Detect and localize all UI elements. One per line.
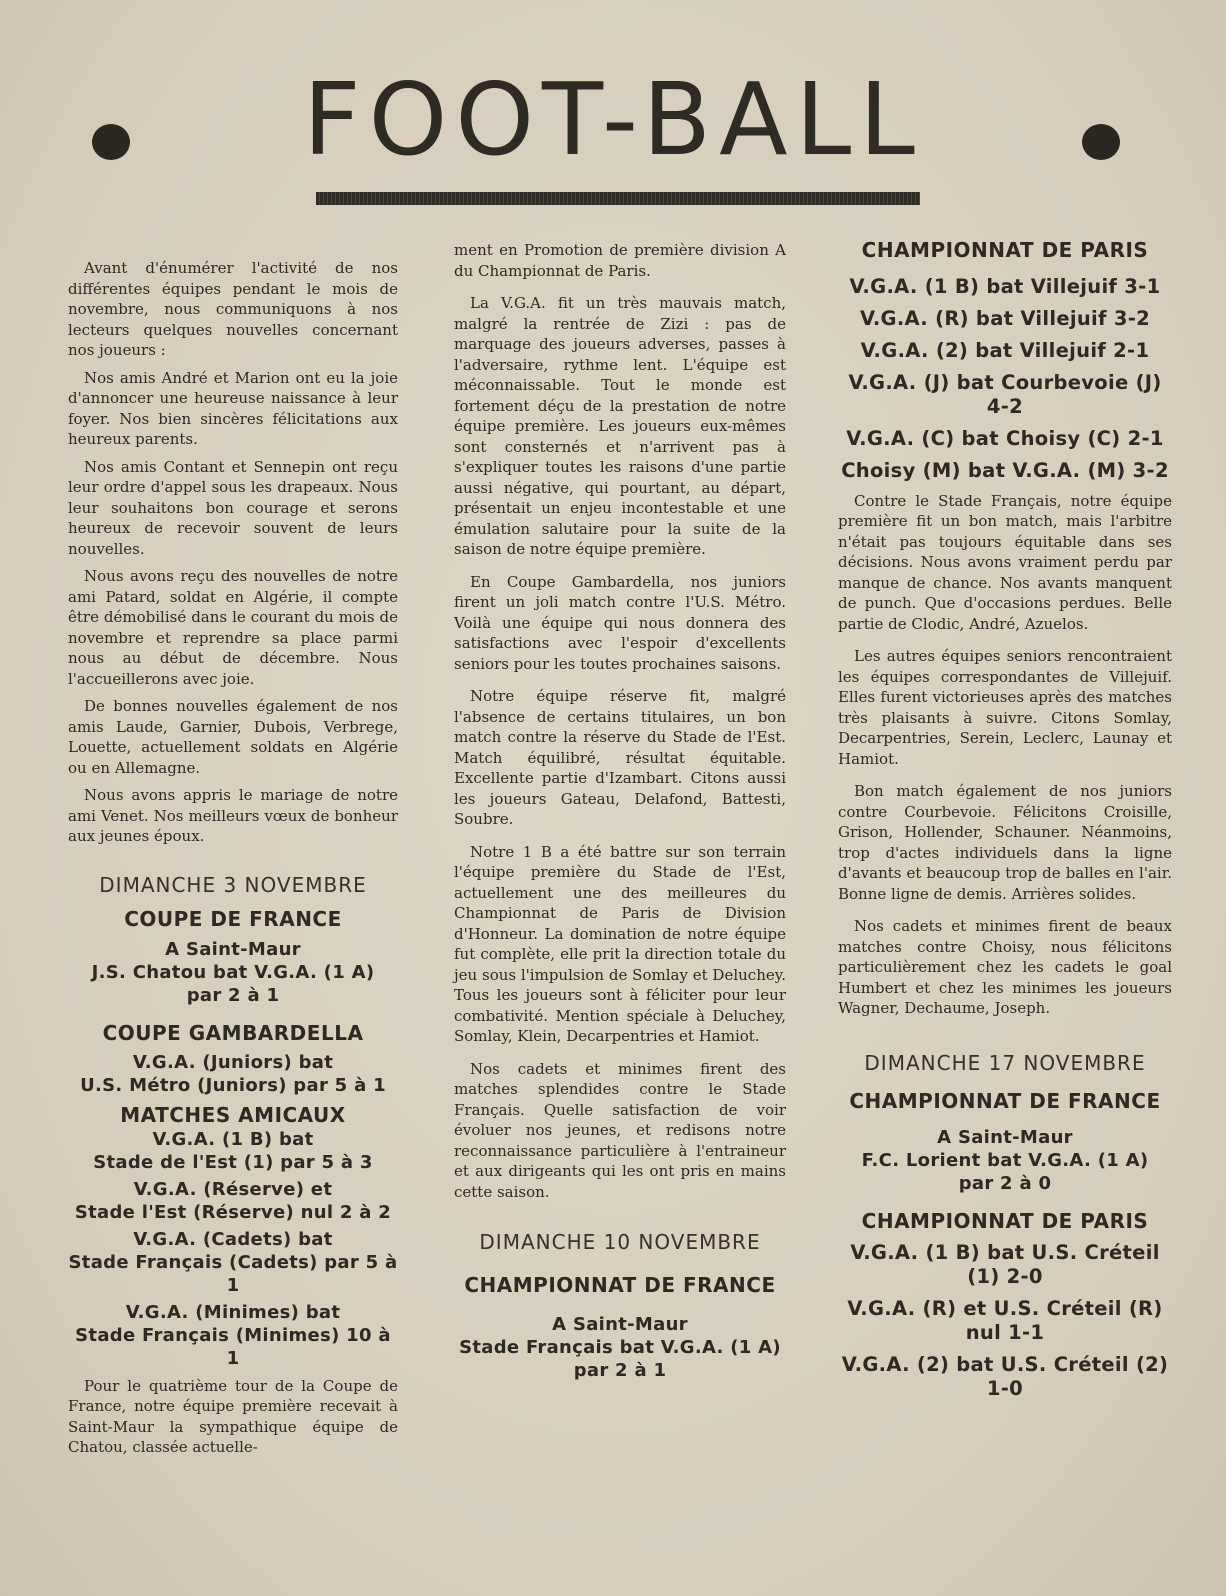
paragraph: Nos amis André et Marion ont eu la joie d'annoncer une heureuse naissance à leur foyer. Nos bien sincères félicitations aux heureux parents. bbox=[68, 368, 398, 448]
paragraph: De bonnes nouvelles également de nos amis Laude, Garnier, Dubois, Verbrege, Louette, actuellement soldats en Algérie ou en Allemagne. bbox=[68, 697, 398, 777]
paragraph: Nos amis Contant et Sennepin ont reçu leur ordre d'appel sous les drapeaux. Nous leur souhaitons bon courage et serons heureux de recevoir souvent de leurs nouvelles. bbox=[68, 457, 398, 558]
match-result: V.G.A. (R) et U.S. Créteil (R) nul 1-1 bbox=[847, 1297, 1163, 1344]
column-3 bbox=[838, 240, 1172, 1409]
match-score: par 2 à 1 bbox=[186, 984, 280, 1006]
match-result: Stade Français (Cadets) par 5 à 1 bbox=[68, 1251, 398, 1296]
section-title-10-novembre: DIMANCHE 10 NOVEMBRE bbox=[479, 1230, 761, 1254]
paragraph-continued: ment en Promotion de première division A du Championnat de Paris. bbox=[454, 241, 786, 280]
match-result: V.G.A. (1 B) bat U.S. Créteil (1) 2-0 bbox=[850, 1241, 1160, 1288]
match-score: par 2 à 0 bbox=[958, 1172, 1052, 1194]
paragraph: Nos cadets et minimes firent de beaux matches contre Choisy, nous félicitons particulièrement chez les cadets le goal Humbert et chez les minimes les joueurs Wagner, Dechaume, Joseph. bbox=[838, 917, 1172, 1017]
paragraph: Notre 1 B a été battre sur son terrain l'équipe première du Stade de l'Est, actuellement une des meilleures du Championnat de Paris de Division d'Honneur. La domination de notre équipe fut complète, elle prit la direction totale du jeu sous l'impulsion de Somlay et Deluchey. Tous les joueurs sont à féliciter pour leur combativité. Mention spéciale à Deluchey, Somlay, Klein, Decarpentries et Hamiot. bbox=[454, 842, 786, 1045]
match-result: V.G.A. (Cadets) bat bbox=[133, 1228, 333, 1250]
paragraph: Bon match également de nos juniors contre Courbevoie. Félicitons Croisille, Grison, Hollender, Schauner. Néanmoins, trop d'actes individuels dans la ligne d'avants et beaucoup trop de balles en l'air. Bonne ligne de demis. Arrières solides. bbox=[838, 782, 1172, 903]
competition-heading: CHAMPIONNAT DE FRANCE bbox=[849, 1089, 1161, 1113]
match-result: V.G.A. (C) bat Choisy (C) 2-1 bbox=[846, 426, 1164, 450]
paragraph: Contre le Stade Français, notre équipe première fit un bon match, mais l'arbitre n'était pas toujours équitable dans ses décisions. Nous avons vraiment perdu par manque de chance. Nos avants manquent de punch. Que d'occasions perdues. Belle partie de Clodic, André, Azuelos. bbox=[838, 491, 1172, 633]
match-result: V.G.A. (J) bat Courbevoie (J) 4-2 bbox=[848, 370, 1162, 418]
match-venue: A Saint-Maur bbox=[552, 1314, 688, 1335]
match-result: V.G.A. (Minimes) bat bbox=[125, 1301, 341, 1323]
paragraph: Pour le quatrième tour de la Coupe de France, notre équipe première recevait à Saint-Maur la sympathique équipe de Chatou, classée actuelle- bbox=[68, 1376, 398, 1456]
paragraph: La V.G.A. fit un très mauvais match, malgré la rentrée de Zizi : pas de marquage des joueurs adverses, passes à l'adversaire, rythme lent. L'équipe est méconnaissable. Tout le monde est fortement déçu de la prestation de notre équipe première. Les joueurs eux-mêmes sont consternés et n'arrivent pas à s'expliquer toutes les raisons d'une partie aussi négative, qui pourtant, au départ, présentait un enjeu incontestable et une émulation salutaire pour la suite de la saison de notre équipe première. bbox=[454, 294, 786, 558]
column-1 bbox=[68, 258, 398, 1465]
match-result: F.C. Lorient bat V.G.A. (1 A) bbox=[861, 1149, 1149, 1171]
match-result: Stade de l'Est (1) par 5 à 3 bbox=[93, 1151, 373, 1173]
match-result: J.S. Chatou bat V.G.A. (1 A) bbox=[91, 961, 375, 983]
match-result: Choisy (M) bat V.G.A. (M) 3-2 bbox=[841, 458, 1169, 482]
paragraph: Avant d'énumérer l'activité de nos différentes équipes pendant le mois de novembre, nous communiquons à nos lecteurs quelques nouvelles concernant nos joueurs : bbox=[68, 259, 398, 359]
page-title: FOOT-BALL bbox=[303, 61, 923, 178]
match-venue: A Saint-Maur bbox=[165, 938, 301, 960]
bullet-ornament-right bbox=[1082, 124, 1120, 160]
paragraph: Nous avons appris le mariage de notre ami Venet. Nos meilleurs vœux de bonheur aux jeunes époux. bbox=[68, 786, 398, 845]
match-result: V.G.A. (2) bat Villejuif 2-1 bbox=[860, 338, 1150, 362]
paragraph: Les autres équipes seniors rencontraient les équipes correspondantes de Villejuif. Elles furent victorieuses après des matches très plaisants à suivre. Citons Somlay, Decarpentries, Serein, Leclerc, Launay et Hamiot. bbox=[838, 647, 1172, 768]
paragraph: Nous avons reçu des nouvelles de notre ami Patard, soldat en Algérie, il compte être démobilisé dans le courant du mois de novembre et reprendre sa place parmi nous au début de décembre. Nous l'accueillerons avec joie. bbox=[68, 567, 398, 688]
competition-heading: CHAMPIONNAT DE PARIS bbox=[861, 1208, 1149, 1233]
competition-heading: COUPE DE FRANCE bbox=[124, 907, 342, 931]
competition-heading: CHAMPIONNAT DE FRANCE bbox=[464, 1272, 776, 1297]
match-result: Stade Français (Minimes) 10 à 1 bbox=[75, 1324, 391, 1369]
paragraph: Notre équipe réserve fit, malgré l'absence de certains titulaires, un bon match contre la réserve du Stade de l'Est. Match équilibré, résultat équitable. Excellente partie d'Izambart. Citons aussi les joueurs Gateau, Delafond, Battesti, Soubre. bbox=[454, 687, 786, 828]
match-result: V.G.A. (1 B) bat bbox=[152, 1128, 314, 1150]
competition-heading: CHAMPIONNAT DE PARIS bbox=[861, 238, 1149, 262]
match-result: Stade l'Est (Réserve) nul 2 à 2 bbox=[74, 1201, 392, 1223]
match-result: V.G.A. (2) bat U.S. Créteil (2) 1-0 bbox=[841, 1353, 1169, 1400]
match-result: U.S. Métro (Juniors) par 5 à 1 bbox=[80, 1075, 386, 1096]
match-result: V.G.A. (Réserve) et bbox=[133, 1178, 333, 1200]
competition-heading: COUPE GAMBARDELLA bbox=[102, 1020, 364, 1045]
section-title-3-novembre: DIMANCHE 3 NOVEMBRE bbox=[99, 872, 367, 897]
match-venue: A Saint-Maur bbox=[937, 1126, 1073, 1148]
competition-heading: MATCHES AMICAUX bbox=[120, 1103, 346, 1127]
match-result: Stade Français bat V.G.A. (1 A) bbox=[459, 1337, 781, 1358]
match-result: V.G.A. (Juniors) bat bbox=[132, 1052, 334, 1073]
match-result: V.G.A. (R) bat Villejuif 3-2 bbox=[859, 306, 1151, 330]
match-score: par 2 à 1 bbox=[573, 1360, 667, 1381]
column-2 bbox=[454, 240, 786, 1388]
title-underline-divider bbox=[316, 192, 920, 205]
match-result: V.G.A. (1 B) bat Villejuif 3-1 bbox=[849, 274, 1161, 298]
paragraph: Nos cadets et minimes firent des matches splendides contre le Stade Français. Quelle satisfaction de voir évoluer nos jeunes, et redisons notre reconnaissance particulière à l'entraineur et aux dirigeants qui les ont pris en mains cette saison. bbox=[454, 1059, 786, 1201]
section-title-17-novembre: DIMANCHE 17 NOVEMBRE bbox=[864, 1050, 1146, 1075]
paragraph: En Coupe Gambardella, nos juniors firent un joli match contre l'U.S. Métro. Voilà une équipe qui nous donnera des satisfactions avec l'espoir d'excellents seniors pour les toutes prochaines saisons. bbox=[454, 572, 786, 673]
